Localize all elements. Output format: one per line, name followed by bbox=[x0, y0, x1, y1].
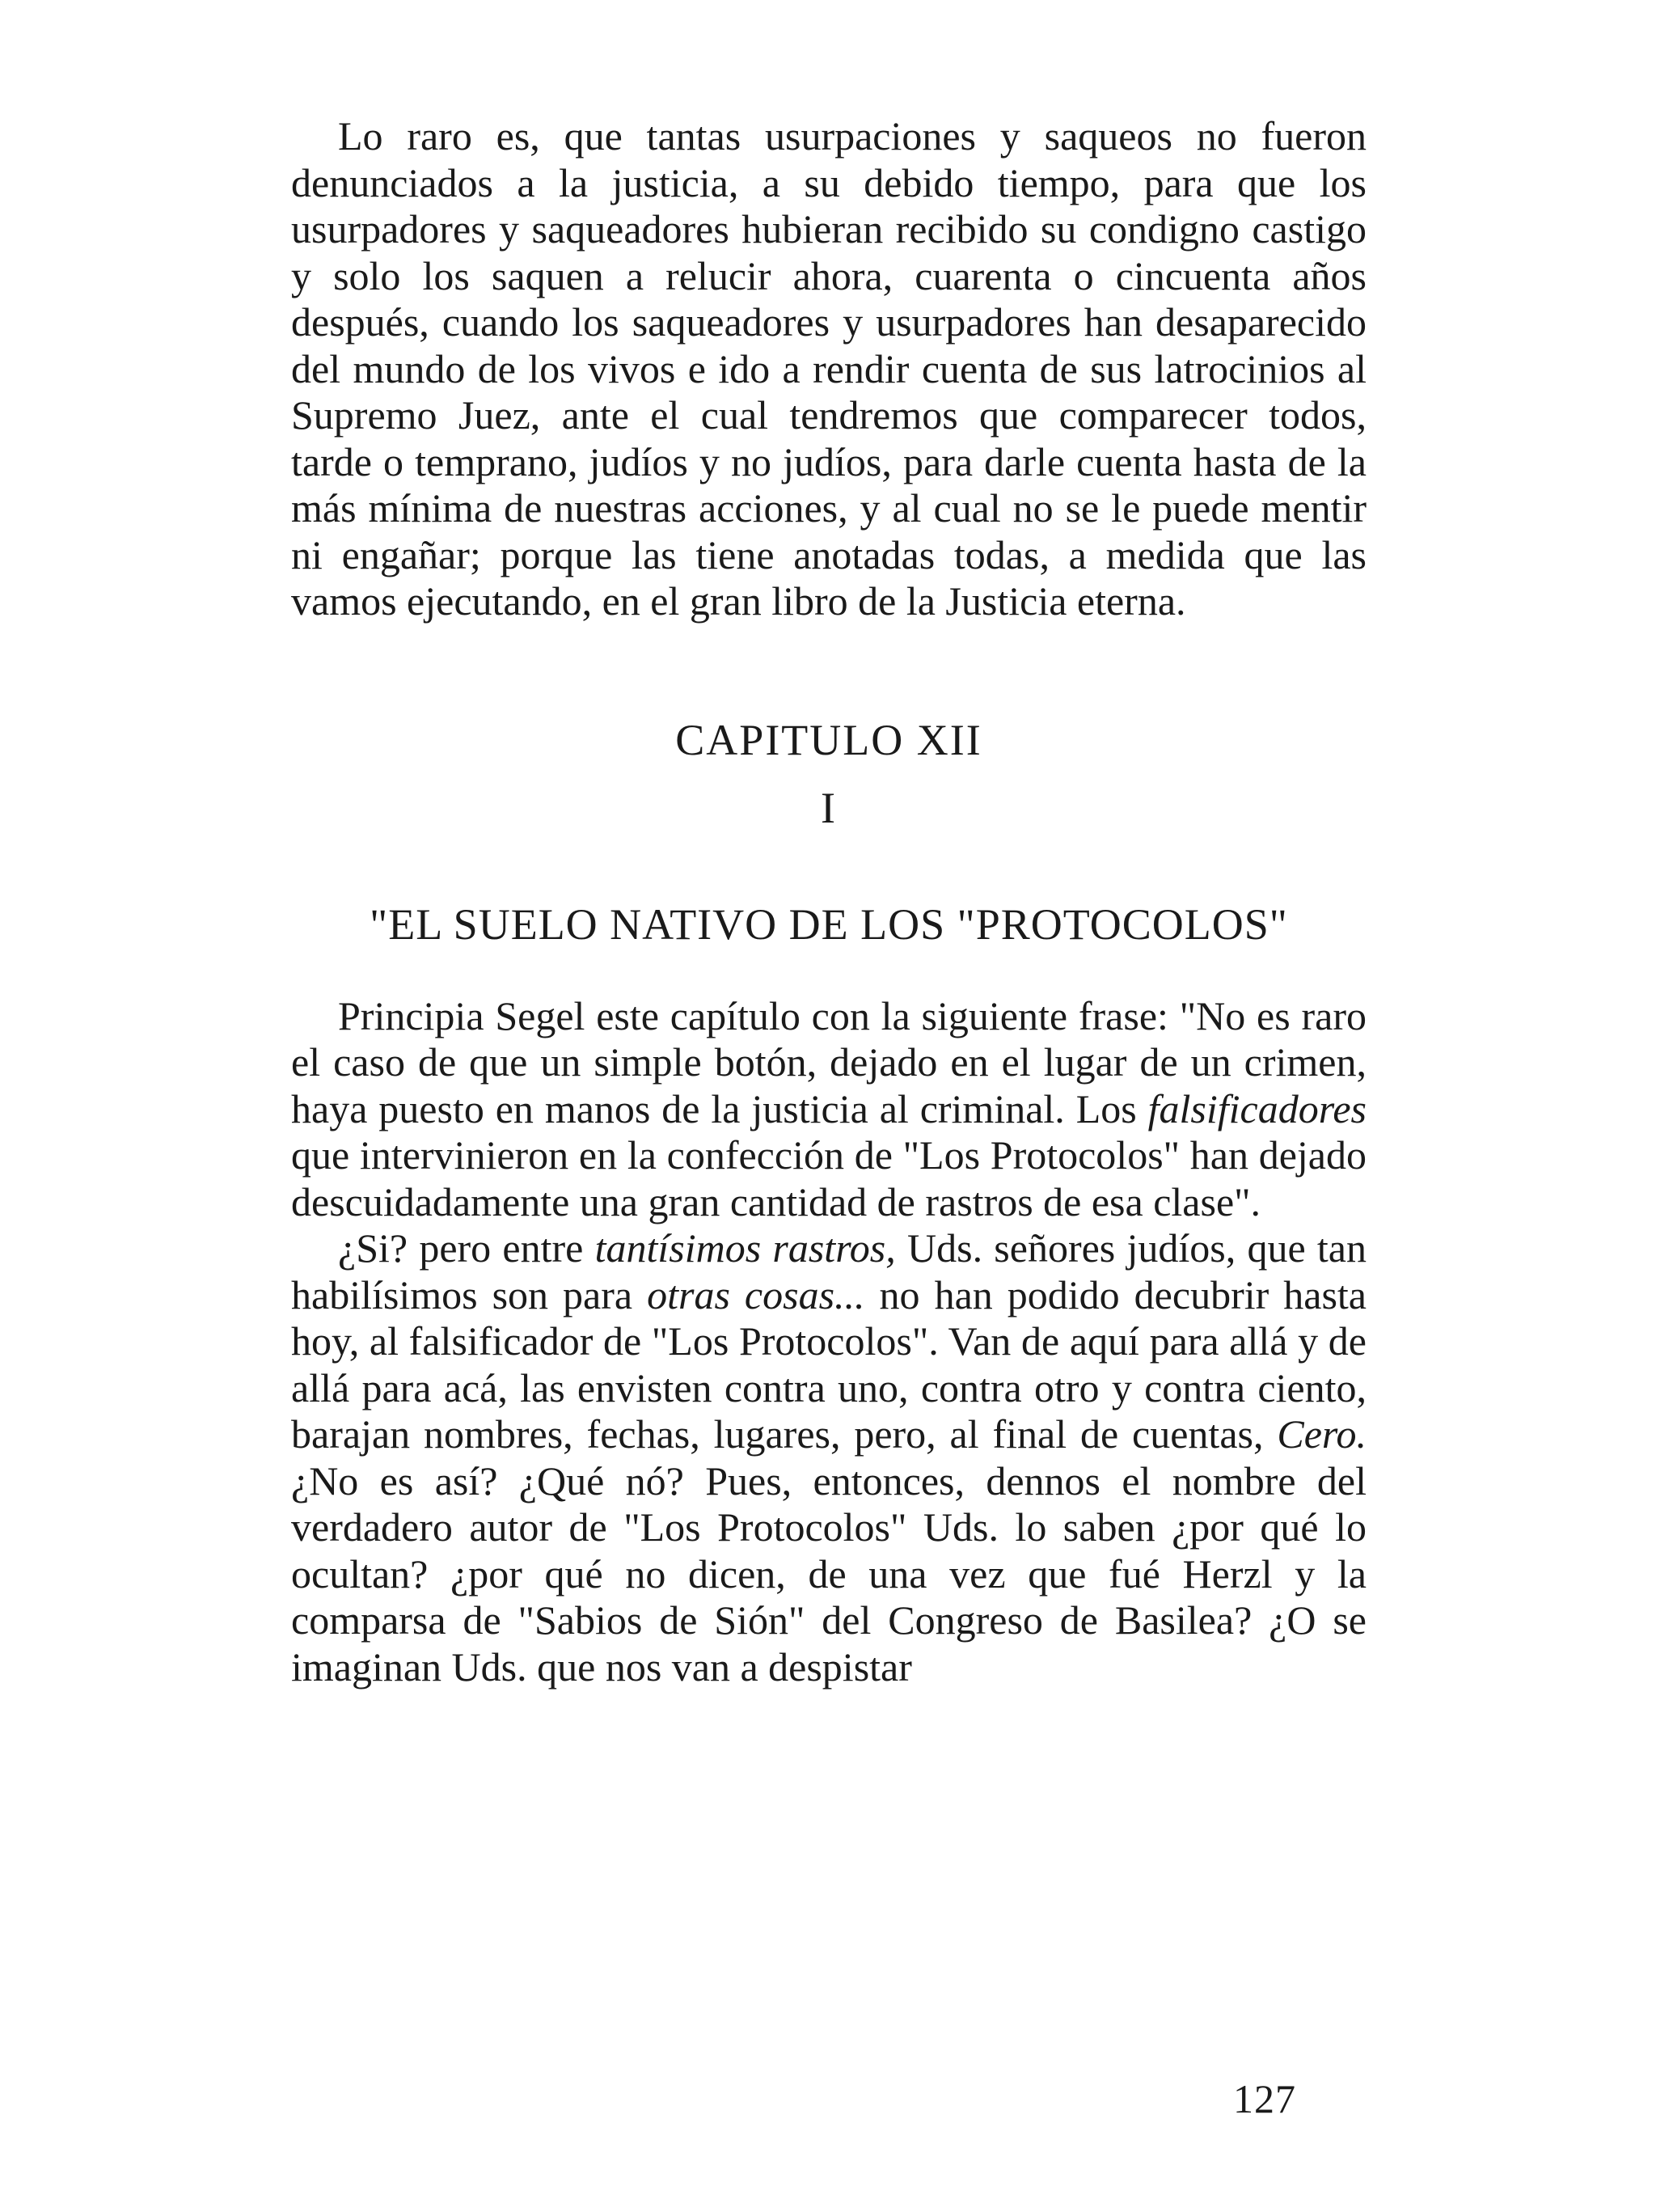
p2-text-a: ¿Si? pero entre bbox=[338, 1225, 595, 1271]
p2-text-d: ¿No es así? ¿Qué nó? Pues, entonces, dennos el nombre del verdadero autor de "Los Protocolos" Uds. lo saben ¿por qué lo ocultan? ¿por qué no dicen, de una vez que fué Herzl y la comparsa de "Sabios de Sión" del Congreso de Basilea? ¿O se imaginan Uds. que nos van a despistar bbox=[291, 1457, 1367, 1690]
page-number: 127 bbox=[1233, 2076, 1296, 2121]
body-paragraph-2 bbox=[291, 1225, 1367, 1690]
intro-paragraph: Lo raro es, que tantas usurpaciones y saqueos no fueron denunciados a la justicia, a su debido tiempo, para que los usurpadores y saqueadores hubieran recibido su condigno castigo y solo los saquen a relucir ahora, cuarenta o cincuenta años después, cuando los saqueadores y usurpadores han desaparecido del mundo de los vivos e ido a rendir cuenta de sus latrocinios al Supremo Juez, ante el cual tendremos que comparecer todos, tarde o temprano, judíos y no judíos, para darle cuenta hasta de la más mínima de nuestras acciones, y al cual no se le puede mentir ni engañar; porque las tiene anotadas todas, a medida que las vamos ejecutando, en el gran libro de la Justicia eterna. bbox=[291, 113, 1367, 624]
p2-emphasis-1: tantísimos rastros, bbox=[594, 1225, 896, 1271]
p1-text-a: Principia Segel este capítulo con la siguiente frase: "No es raro el caso de que un simple botón, dejado en el lugar de un crimen, haya puesto en manos de la justicia al criminal. Los bbox=[291, 992, 1367, 1131]
body-paragraph-1 bbox=[291, 993, 1367, 1226]
p1-text-b: que intervinieron en la confección de "Los Protocolos" han dejado descuidadamente una gran cantidad de rastros de esa clase". bbox=[291, 1132, 1367, 1224]
chapter-body bbox=[291, 993, 1367, 1691]
chapter-title: "EL SUELO NATIVO DE LOS "PROTOCOLOS" bbox=[370, 899, 1288, 949]
page-text bbox=[291, 113, 1367, 1690]
chapter-label: CAPITULO XII bbox=[675, 715, 982, 764]
chapter-number: I bbox=[821, 783, 837, 832]
p1-emphasis: falsificadores bbox=[1147, 1085, 1367, 1131]
p2-text-c: no han podido decubrir hasta hoy, al falsificador de "Los Protocolos". Van de aquí para allá y de allá para acá, las envisten contra uno, contra otro y contra ciento, barajan nombres, fechas, lugares, pero, al final de cuentas, bbox=[291, 1271, 1367, 1457]
p2-emphasis-2: otras cosas... bbox=[647, 1271, 865, 1317]
p2-emphasis-3: Cero. bbox=[1277, 1411, 1367, 1457]
p2-text-b: Uds. señores judíos, que tan habilísimos son para bbox=[291, 1225, 1367, 1317]
